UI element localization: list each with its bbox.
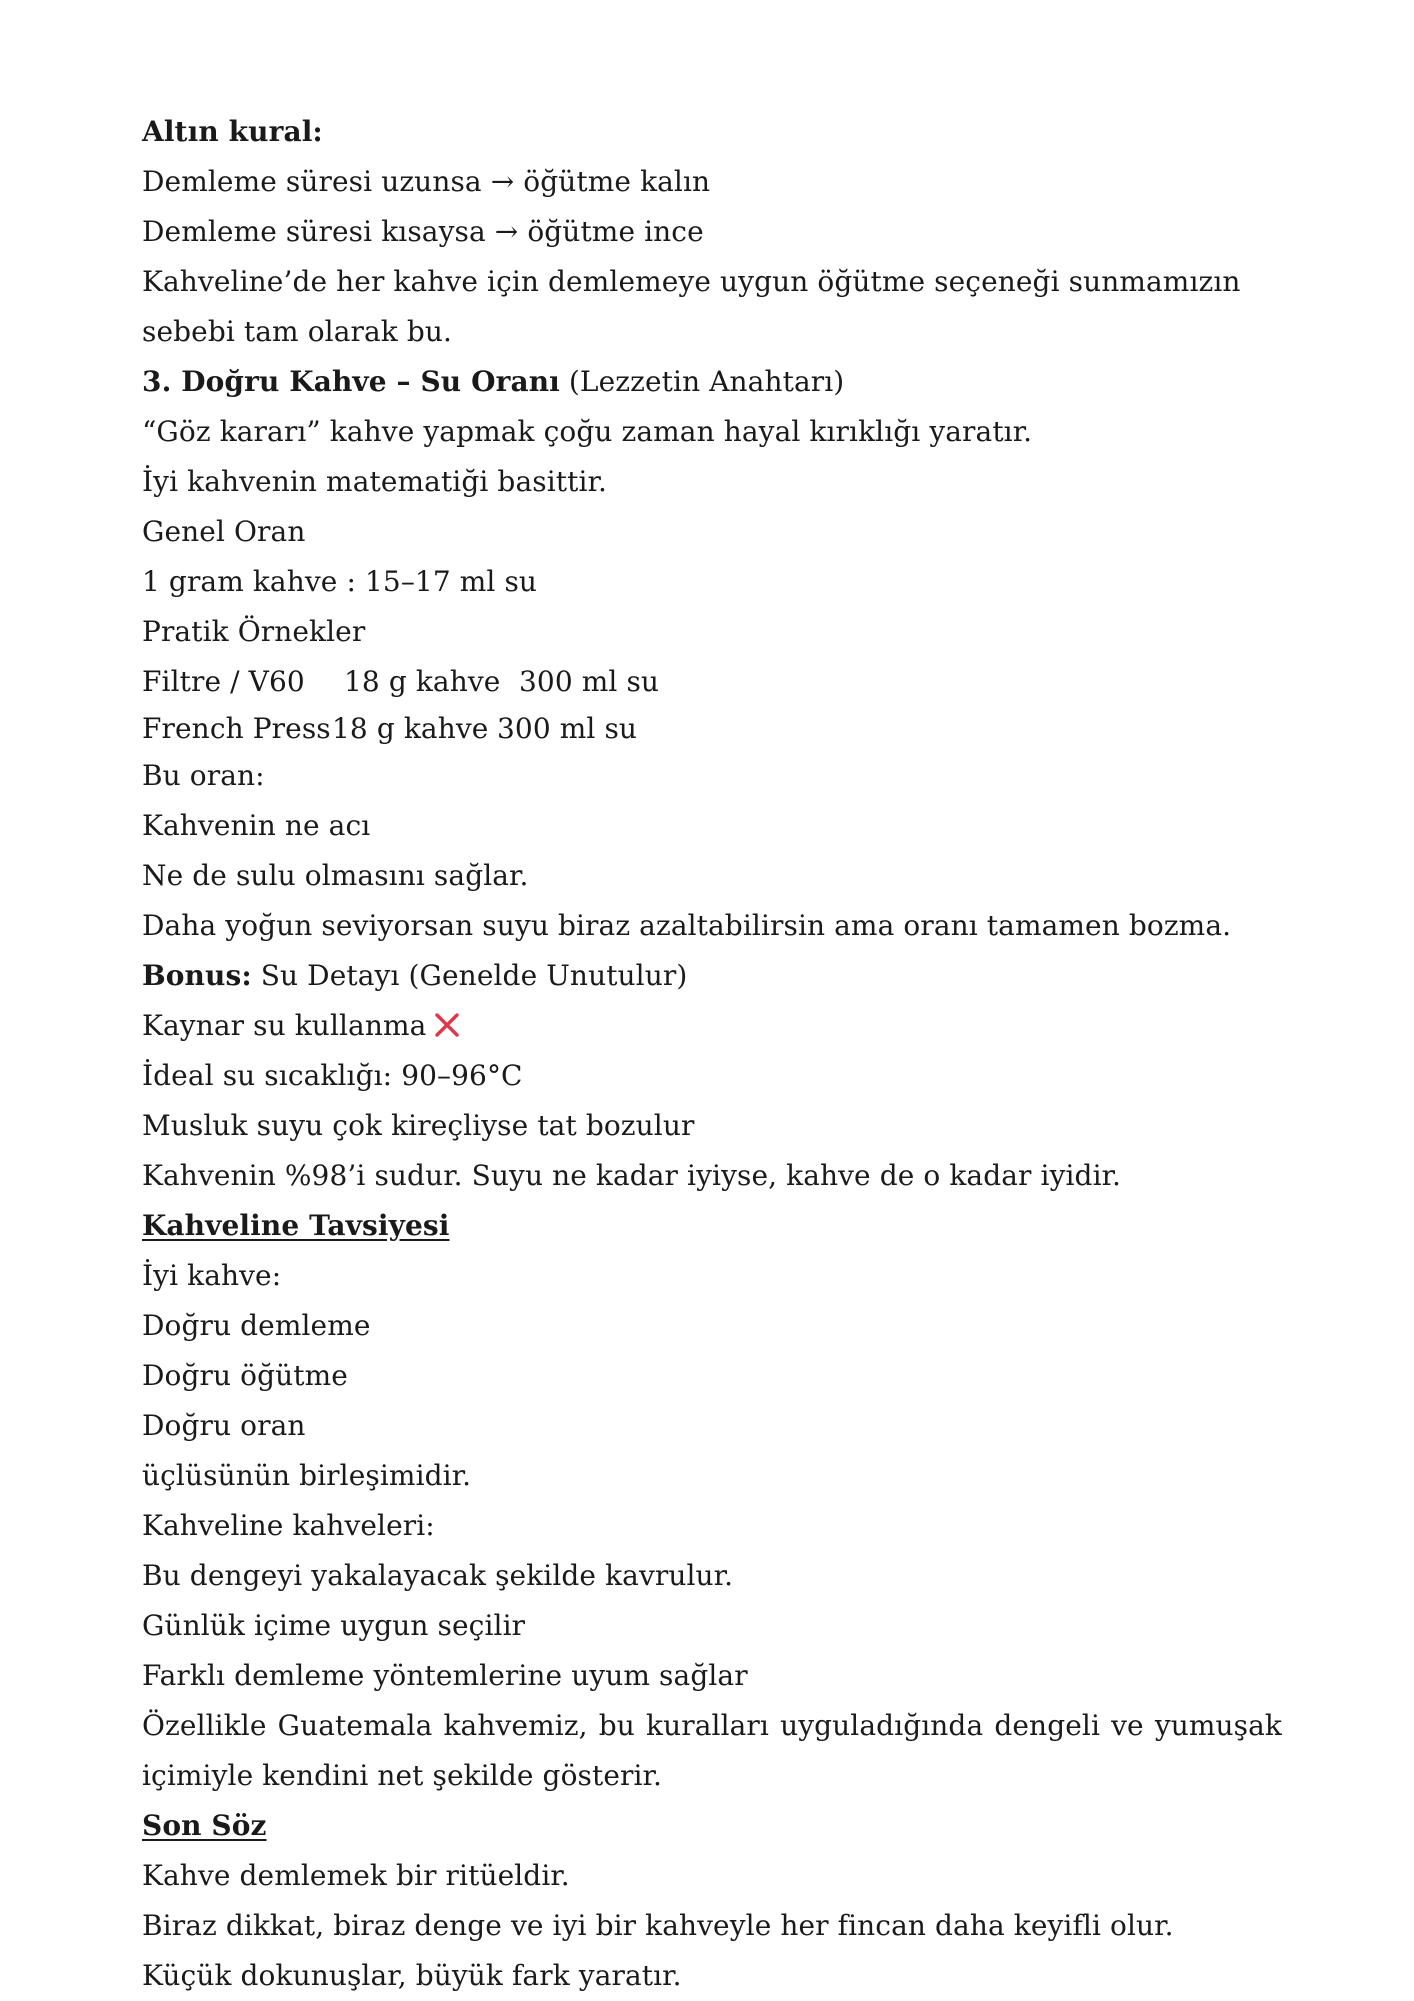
document-page <box>142 107 1282 2001</box>
text-line: Küçük dokunuşlar, büyük fark yaratır. <box>142 1959 682 1992</box>
text-line: Doğru öğütme <box>142 1359 348 1392</box>
text-line: “Göz kararı” kahve yapmak çoğu zaman hayal kırıklığı yaratır. <box>142 415 1033 448</box>
text-line: İyi kahvenin matematiği basittir. <box>142 465 607 498</box>
text-line: Genel Oran <box>142 515 306 548</box>
cross-mark-icon <box>434 1012 460 1038</box>
ratio-table-row <box>142 707 1282 751</box>
ratio-heading-rest: (Lezzetin Anahtarı) <box>559 365 845 398</box>
text-line: içimiyle kendini net şekilde gösterir. <box>142 1759 662 1792</box>
text-line: Doğru demleme <box>142 1309 371 1342</box>
text-line: üçlüsünün birleşimidir. <box>142 1459 472 1492</box>
text-line: Kahveline kahveleri: <box>142 1509 435 1542</box>
table-cell-method: Filtre / V60 <box>142 665 305 698</box>
text-line: Biraz dikkat, biraz denge ve iyi bir kahveyle her fincan daha keyifli olur. <box>142 1909 1174 1942</box>
text-line: Kahve demlemek bir ritüeldir. <box>142 1859 570 1892</box>
text-line: Musluk suyu çok kireçliyse tat bozulur <box>142 1109 695 1142</box>
bonus-label: Bonus: <box>142 959 252 992</box>
text-line: Demleme süresi uzunsa → öğütme kalın <box>142 165 711 198</box>
text-line: Kahvenin %98’i sudur. Suyu ne kadar iyiyse, kahve de o kadar iyidir. <box>142 1159 1122 1192</box>
text-line: Bu dengeyi yakalayacak şekilde kavrulur. <box>142 1559 734 1592</box>
text-line: Kahvenin ne acı <box>142 809 371 842</box>
text-line: İdeal su sıcaklığı: 90–96°C <box>142 1059 523 1092</box>
text-line: 1 gram kahve : 15–17 ml su <box>142 565 538 598</box>
text-line: Kaynar su kullanma <box>142 1009 427 1042</box>
text-line: Demleme süresi kısaysa → öğütme ince <box>142 215 704 248</box>
recommendation-heading: Kahveline Tavsiyesi <box>142 1209 450 1242</box>
text-line: Daha yoğun seviyorsan suyu biraz azaltabilirsin ama oranı tamamen bozma. <box>142 909 1232 942</box>
text-line: Özellikle Guatemala kahvemiz, bu kuralları uyguladığında dengeli ve yumuşak <box>142 1709 1282 1742</box>
text-line: Pratik Örnekler <box>142 615 366 648</box>
table-cell-water: 300 ml su <box>497 712 638 745</box>
table-cell-method: French Press <box>142 712 331 745</box>
text-line: sebebi tam olarak bu. <box>142 315 453 348</box>
text-line: Günlük içime uygun seçilir <box>142 1609 526 1642</box>
table-cell-coffee: 18 g kahve <box>344 665 501 698</box>
golden-rule-heading: Altın kural: <box>142 115 323 148</box>
ratio-heading-bold: 3. Doğru Kahve – Su Oranı <box>142 365 560 398</box>
table-cell-coffee: 18 g kahve <box>332 712 489 745</box>
text-line: Farklı demleme yöntemlerine uyum sağlar <box>142 1659 748 1692</box>
bonus-heading-rest: Su Detayı (Genelde Unutulur) <box>251 959 688 992</box>
ratio-table-row <box>142 657 1282 707</box>
ratio-heading <box>142 357 1282 407</box>
text-line: Ne de sulu olmasını sağlar. <box>142 859 529 892</box>
closing-heading: Son Söz <box>142 1809 267 1842</box>
table-cell-water: 300 ml su <box>519 665 660 698</box>
text-line: Doğru oran <box>142 1409 306 1442</box>
text-line: Kahveline’de her kahve için demlemeye uygun öğütme seçeneği sunmamızın <box>142 265 1241 298</box>
text-line: İyi kahve: <box>142 1259 282 1292</box>
text-line-with-icon <box>142 1001 1282 1051</box>
bonus-heading <box>142 951 1282 1001</box>
text-line: Bu oran: <box>142 759 265 792</box>
